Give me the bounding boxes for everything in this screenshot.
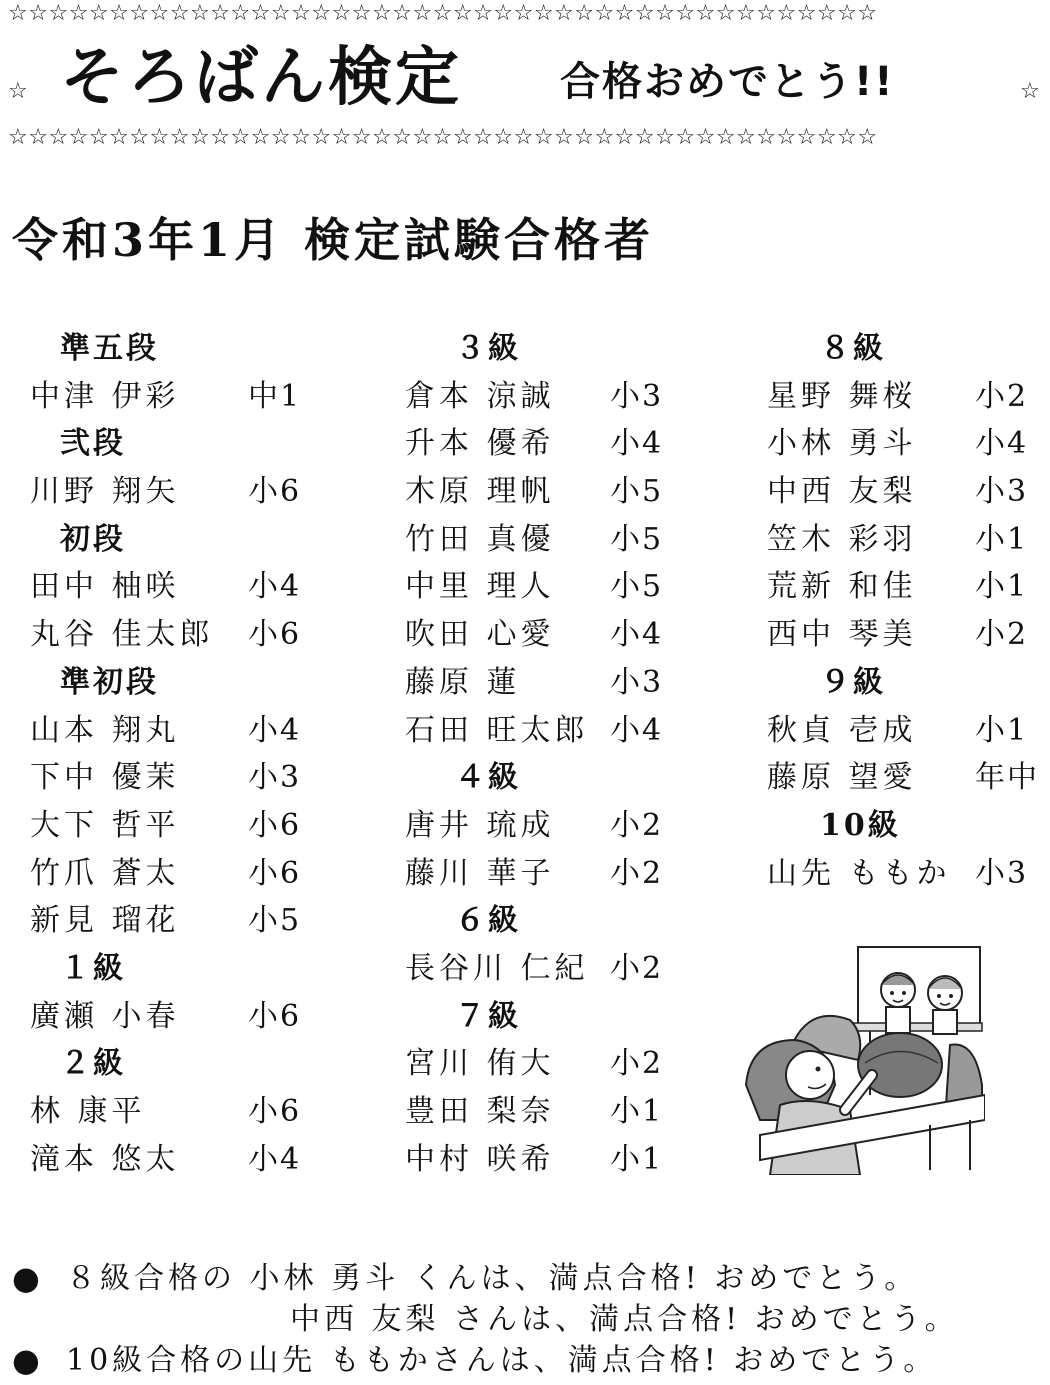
student-name: 西中 琴美	[767, 617, 917, 653]
student-name: 升本 優希	[405, 426, 555, 462]
list-item	[0, 1136, 330, 1184]
school-grade: 小6	[248, 998, 302, 1034]
student-name: 大下 哲平	[30, 807, 180, 843]
school-grade: 小1	[975, 712, 1029, 748]
list-item	[0, 850, 330, 898]
grade-heading	[370, 754, 690, 802]
grade-heading-label: 準初段	[60, 664, 159, 700]
note-text: 10級合格の山先 ももかさんは、満点合格! おめでとう。	[66, 1343, 938, 1378]
results-column-2	[370, 325, 690, 1183]
student-name: 山先 ももか	[767, 855, 951, 891]
results-column-1	[0, 325, 330, 1183]
student-name: 下中 優茉	[30, 760, 180, 796]
grade-heading	[370, 993, 690, 1041]
list-item	[0, 754, 330, 802]
list-item	[0, 993, 330, 1041]
star-icon-left: ☆	[8, 79, 28, 104]
star-border-bottom: ☆☆☆☆☆☆☆☆☆☆☆☆☆☆☆☆☆☆☆☆☆☆☆☆☆☆☆☆☆☆☆☆☆☆☆☆☆☆☆☆☆☆☆	[8, 126, 878, 150]
list-item	[0, 707, 330, 755]
grade-heading-label: ７級	[455, 998, 521, 1034]
banner-title: そろばん検定	[60, 41, 462, 115]
school-grade: 小2	[975, 617, 1029, 653]
list-item	[735, 420, 1050, 468]
list-item	[735, 707, 1050, 755]
bullet-icon: ●	[12, 1341, 44, 1379]
school-grade: 小5	[248, 903, 302, 939]
grade-heading	[0, 325, 330, 373]
student-name: 藤川 華子	[405, 855, 555, 891]
student-name: 宮川 侑大	[405, 1046, 555, 1082]
list-item	[735, 516, 1050, 564]
grade-heading	[735, 325, 1050, 373]
note-text: 中西 友梨 さんは、満点合格! おめでとう。	[290, 1302, 959, 1337]
list-item	[0, 1088, 330, 1136]
student-name: 豊田 梨奈	[405, 1094, 555, 1129]
list-item	[370, 563, 690, 611]
grade-heading-label: 準五段	[60, 331, 159, 366]
grade-heading-label: ８級	[820, 331, 886, 366]
student-name: 石田 旺太郎	[405, 712, 589, 748]
list-item	[735, 754, 1050, 802]
notes-section	[10, 1258, 1050, 1381]
grade-heading	[735, 659, 1050, 707]
list-item	[0, 611, 330, 659]
student-name: 荒新 和佳	[767, 569, 917, 605]
list-item	[0, 468, 330, 516]
school-grade: 小5	[610, 474, 664, 510]
note-line	[10, 1258, 1050, 1299]
school-grade: 小6	[248, 617, 302, 653]
list-item	[735, 563, 1050, 611]
school-grade: 小4	[248, 569, 302, 605]
school-grade: 小3	[975, 855, 1029, 891]
list-item	[370, 659, 690, 707]
school-grade: 小1	[975, 569, 1029, 605]
grade-heading	[0, 659, 330, 707]
grade-heading-label: １級	[60, 950, 126, 986]
grade-heading	[370, 897, 690, 945]
student-name: 藤原 蓮	[405, 664, 521, 700]
grade-heading-label: ６級	[455, 903, 521, 939]
grade-heading	[0, 516, 330, 564]
classroom-illustration	[740, 945, 985, 1175]
school-grade: 小1	[610, 1094, 664, 1129]
list-item	[370, 1088, 690, 1136]
list-item	[735, 468, 1050, 516]
grade-heading	[0, 420, 330, 468]
student-name: 長谷川 仁紀	[405, 950, 589, 986]
student-name: 中津 伊彩	[30, 378, 180, 414]
student-name: 竹爪 蒼太	[30, 855, 180, 891]
grade-heading	[735, 802, 1050, 850]
student-name: 滝本 悠太	[30, 1141, 180, 1177]
student-name: 倉本 涼誠	[405, 378, 555, 414]
school-grade: 小6	[248, 807, 302, 843]
school-grade: 中1	[248, 378, 302, 414]
star-icon-right: ☆	[1020, 79, 1040, 104]
list-item	[370, 802, 690, 850]
student-name: 木原 理帆	[405, 474, 555, 510]
student-name: 丸谷 佳太郎	[30, 617, 214, 653]
school-grade: 小5	[610, 569, 664, 605]
grade-heading-label: ３級	[455, 331, 521, 366]
list-item	[0, 897, 330, 945]
list-item	[370, 373, 690, 421]
school-grade: 小4	[610, 617, 664, 653]
student-name: 藤原 望愛	[767, 760, 917, 796]
grade-heading-label: ２級	[60, 1046, 126, 1082]
student-name: 田中 柚咲	[30, 569, 180, 605]
list-item	[370, 468, 690, 516]
student-name: 秋貞 壱成	[767, 712, 917, 748]
school-grade: 年中	[975, 760, 1039, 796]
school-grade: 小4	[610, 712, 664, 748]
list-item	[0, 563, 330, 611]
student-name: 小林 勇斗	[767, 426, 917, 462]
bullet-icon: ●	[12, 1259, 44, 1297]
school-grade: 小2	[610, 1046, 664, 1082]
student-name: 唐井 琉成	[405, 807, 555, 843]
school-grade: 小2	[610, 950, 664, 986]
school-grade: 小3	[610, 378, 664, 414]
student-name: 林 康平	[30, 1094, 146, 1129]
school-grade: 小4	[610, 426, 664, 462]
school-grade: 小6	[248, 474, 302, 510]
grade-heading	[0, 945, 330, 993]
note-line	[10, 1299, 1050, 1340]
list-item	[370, 1040, 690, 1088]
list-item	[370, 420, 690, 468]
list-item	[735, 373, 1050, 421]
student-name: 竹田 真優	[405, 521, 555, 557]
student-name: 中里 理人	[405, 569, 555, 605]
school-grade: 小5	[610, 521, 664, 557]
list-item	[0, 802, 330, 850]
school-grade: 小2	[610, 855, 664, 891]
school-grade: 小4	[248, 1141, 302, 1177]
school-grade: 小2	[610, 807, 664, 843]
list-item	[735, 611, 1050, 659]
grade-heading-label: ９級	[820, 664, 886, 700]
grade-heading-label: 初段	[60, 521, 126, 557]
star-border-top: ☆☆☆☆☆☆☆☆☆☆☆☆☆☆☆☆☆☆☆☆☆☆☆☆☆☆☆☆☆☆☆☆☆☆☆☆☆☆☆☆☆☆☆	[8, 2, 878, 26]
school-grade: 小4	[248, 712, 302, 748]
school-grade: 小6	[248, 855, 302, 891]
grade-heading-label: ４級	[455, 760, 521, 796]
list-item	[370, 707, 690, 755]
school-grade: 小3	[975, 474, 1029, 510]
grade-heading	[0, 1040, 330, 1088]
list-item	[370, 516, 690, 564]
list-item	[0, 373, 330, 421]
results-column-3	[735, 325, 1050, 897]
student-name: 山本 翔丸	[30, 712, 180, 748]
list-item	[370, 945, 690, 993]
student-name: 中西 友梨	[767, 474, 917, 510]
list-item	[370, 850, 690, 898]
note-text: ８級合格の 小林 勇斗 くんは、満点合格! おめでとう。	[66, 1261, 919, 1296]
list-item	[370, 1136, 690, 1184]
student-name: 廣瀬 小春	[30, 998, 180, 1034]
school-grade: 小6	[248, 1094, 302, 1129]
list-item	[370, 611, 690, 659]
banner-subtitle: 合格おめでとう!!	[560, 59, 895, 105]
student-name: 中村 咲希	[405, 1141, 555, 1177]
student-name: 星野 舞桜	[767, 378, 917, 414]
page-heading: 令和3年1月 検定試験合格者	[12, 213, 655, 267]
school-grade: 小3	[610, 664, 664, 700]
school-grade: 小2	[975, 378, 1029, 414]
student-name: 川野 翔矢	[30, 474, 180, 510]
list-item	[735, 850, 1050, 898]
grade-heading-label: 弐段	[60, 426, 126, 462]
school-grade: 小1	[610, 1141, 664, 1177]
student-name: 新見 瑠花	[30, 903, 180, 939]
school-grade: 小4	[975, 426, 1029, 462]
note-line	[10, 1340, 1050, 1381]
student-name: 笠木 彩羽	[767, 521, 917, 557]
grade-heading-label: 10級	[820, 807, 901, 843]
grade-heading	[370, 325, 690, 373]
school-grade: 小1	[975, 521, 1029, 557]
student-name: 吹田 心愛	[405, 617, 555, 653]
school-grade: 小3	[248, 760, 302, 796]
